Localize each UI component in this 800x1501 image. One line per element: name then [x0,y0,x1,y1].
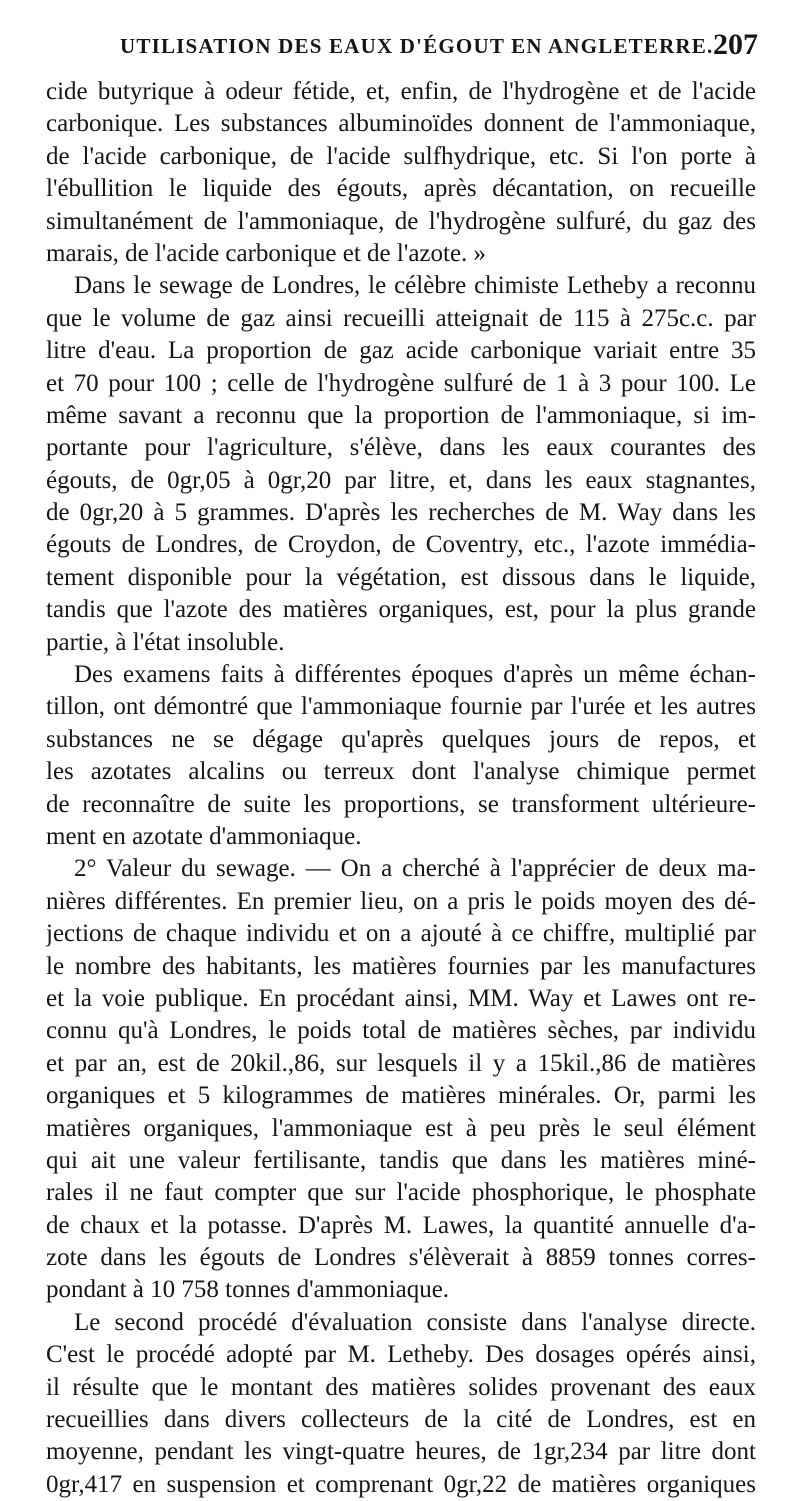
text-line: carbonique. Les substances albuminoïdes donnent de l'ammoniaque, [46,110,756,138]
page-header [48,30,758,66]
text-line: recueillies dans divers collecteurs de la cité de Londres, est en [46,1406,756,1434]
text-line: litre d'eau. La proportion de gaz acide carbonique variait entre 35 [46,337,756,365]
text-line: tandis que l'azote des matières organiques, est, pour la plus grande [46,596,756,624]
text-line: les azotates alcalins ou terreux dont l'analyse chimique permet [46,758,756,786]
text-line: l'ébullition le liquide des égouts, après décantation, on recueille [46,175,756,203]
text-line: portante pour l'agriculture, s'élève, dans les eaux courantes des [46,434,756,462]
running-title: UTILISATION DES EAUX D'ÉGOUT EN ANGLETERRE. [120,34,714,58]
text-line: et 70 pour 100 ; celle de l'hydrogène sulfuré de 1 à 3 pour 100. Le [46,369,756,397]
text-line: moyenne, pendant les vingt-quatre heures, de 1gr,234 par litre dont [46,1438,756,1466]
text-line: de chaux et la potasse. D'après M. Lawes, la quantité annuelle d'a- [46,1211,756,1239]
text-line: de 0gr,20 à 5 grammes. D'après les recherches de M. Way dans les [46,499,756,527]
paragraph-first-line: Le second procédé d'évaluation consiste dans l'analyse directe. [74,1308,756,1336]
text-line: connu qu'à Londres, le poids total de matières sèches, par individu [46,1017,756,1045]
text-line: qui ait une valeur fertilisante, tandis que dans les matières miné- [46,1146,756,1174]
text-line: et par an, est de 20kil.,86, sur lesquels il y a 15kil.,86 de matières [46,1049,756,1077]
text-line: que le volume de gaz ainsi recueilli atteignait de 115 à 275c.c. par [46,304,756,332]
text-line: égouts, de 0gr,05 à 0gr,20 par litre, et, dans les eaux stagnantes, [46,466,756,494]
text-line: et la voie publique. En procédant ainsi, MM. Way et Lawes ont re- [46,984,756,1012]
text-line: 0gr,417 en suspension et comprenant 0gr,22 de matières organiques [46,1470,756,1498]
text-line: marais, de l'acide carbonique et de l'azote. » [46,239,487,267]
text-line: pondant à 10 758 tonnes d'ammoniaque. [46,1276,450,1304]
paragraph-first-line: 2° Valeur du sewage. — On a cherché à l'apprécier de deux ma- [74,855,756,883]
text-line: partie, à l'état insoluble. [46,628,285,656]
text-line: tement disponible pour la végétation, est dissous dans le liquide, [46,563,756,591]
text-line: zote dans les égouts de Londres s'élèverait à 8859 tonnes corres- [46,1244,756,1272]
text-line: substances ne se dégage qu'après quelques jours de repos, et [46,725,756,753]
text-line: le nombre des habitants, les matières fournies par les manufactures [46,952,756,980]
text-line: cide butyrique à odeur fétide, et, enfin, de l'hydrogène et de l'acide [46,78,756,105]
text-line: égouts de Londres, de Croydon, de Coventry, etc., l'azote immédia- [46,531,756,559]
text-line: organiques et 5 kilogrammes de matières minérales. Or, parmi les [46,1082,756,1110]
text-line: de l'acide carbonique, de l'acide sulfhydrique, etc. Si l'on porte à [46,142,756,170]
text-line: rales il ne faut compter que sur l'acide phosphorique, le phosphate [46,1179,756,1207]
text-line: même savant a reconnu que la proportion de l'ammoniaque, si im- [46,401,756,429]
text-line: nières différentes. En premier lieu, on a pris le poids moyen des dé- [46,887,756,915]
text-line: de reconnaître de suite les proportions, se transforment ultérieure- [46,790,756,818]
text-line: jections de chaque individu et on a ajouté à ce chiffre, multiplié par [46,920,756,948]
page-number: 207 [713,28,758,61]
body-text [46,76,756,1501]
paragraph-first-line: Dans le sewage de Londres, le célèbre chimiste Letheby a reconnu [74,272,756,300]
paragraph-first-line: Des examens faits à différentes époques d'après un même échan- [74,661,756,689]
text-line: ment en azotate d'ammoniaque. [46,822,362,850]
text-line: tillon, ont démontré que l'ammoniaque fournie par l'urée et les autres [46,693,756,721]
text-line: C'est le procédé adopté par M. Letheby. Des dosages opérés ainsi, [46,1341,756,1369]
text-line: matières organiques, l'ammoniaque est à peu près le seul élément [46,1114,756,1142]
text-line: il résulte que le montant des matières solides provenant des eaux [46,1373,756,1401]
text-line: simultanément de l'ammoniaque, de l'hydrogène sulfuré, du gaz des [46,207,756,235]
